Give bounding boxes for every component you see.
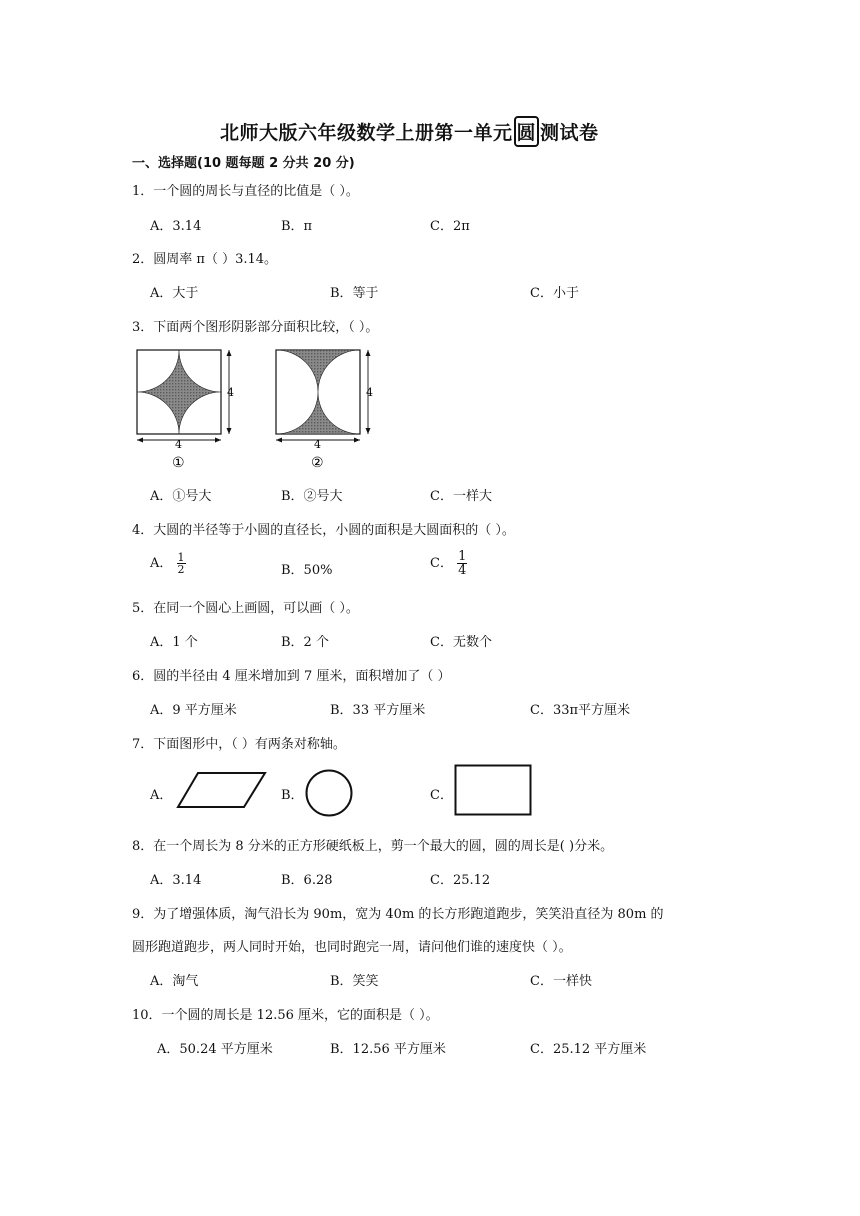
figure-2-number: ② [311, 455, 324, 471]
figure-1 [137, 350, 234, 471]
title-circled-char: 圆 [514, 116, 540, 147]
q10-option-b[interactable]: B．12.56 平方厘米 [330, 1042, 446, 1057]
q5-option-c[interactable]: C．无数个 [430, 635, 492, 650]
q5-option-a[interactable]: A．1 个 [150, 635, 198, 650]
q2-option-b[interactable]: B．等于 [330, 286, 379, 301]
q3-option-b[interactable]: B．②号大 [281, 489, 343, 504]
question-7: 7．下面图形中，（ ）有两条对称轴。 [132, 737, 346, 752]
q4-option-c[interactable] [430, 550, 467, 577]
q1-option-a[interactable]: A．3.14 [150, 219, 202, 234]
question-9-line-2: 圆形跑道跑步，两人同时开始，也同时跑完一周，请问他们谁的速度快（ ）。 [132, 940, 572, 955]
figure-1-bottom-label: 4 [175, 438, 182, 451]
title-text-1: 北师大版六年级数学上册第一单元 [220, 122, 513, 144]
question-3: 3．下面两个图形阴影部分面积比较，（ ）。 [132, 320, 379, 335]
q9-option-b[interactable]: B．笑笑 [330, 974, 379, 989]
q4-option-a-fraction [177, 552, 186, 575]
q4-option-a-letter: A． [150, 556, 173, 571]
q4-option-c-letter: C． [430, 556, 453, 571]
q6-option-c[interactable]: C．33π平方厘米 [530, 703, 631, 718]
q4-option-c-fraction [457, 550, 467, 577]
section-heading: 一、选择题(10 题每题 2 分共 20 分) [132, 156, 355, 171]
q10-option-c[interactable]: C．25.12 平方厘米 [530, 1042, 647, 1057]
q7-option-b[interactable]: B． [281, 788, 304, 803]
frac-numerator: 1 [458, 549, 467, 564]
title-text-2: 测试卷 [540, 122, 599, 144]
figure-2-bottom-label: 4 [314, 438, 321, 451]
q6-option-a[interactable]: A．9 平方厘米 [150, 703, 237, 718]
page-title [220, 116, 599, 147]
q2-option-a[interactable]: A．大于 [150, 286, 199, 301]
q4-option-a[interactable] [150, 552, 186, 575]
question-9: 9．为了增强体质，淘气沿长为 90m，宽为 40m 的长方形跑道跑步，笑笑沿直径为 80m 的 [132, 907, 664, 922]
q9-option-a[interactable]: A．淘气 [150, 974, 199, 989]
figure-2-shaded-hourglass [276, 350, 360, 434]
frac-denominator: 4 [458, 563, 467, 578]
rectangle-shape [454, 764, 534, 818]
parallelogram-shape [176, 771, 268, 811]
figure-2 [276, 350, 373, 471]
q1-option-b[interactable]: B．π [281, 219, 313, 234]
question-10: 10．一个圆的周长是 12.56 厘米，它的面积是（ ）。 [132, 1008, 439, 1023]
q5-option-b[interactable]: B．2 个 [281, 635, 329, 650]
frac-denominator: 2 [177, 563, 185, 576]
question-1: 1．一个圆的周长与直径的比值是（ ）。 [132, 184, 359, 199]
q7-option-a[interactable]: A． [150, 788, 173, 803]
q3-figures [130, 344, 390, 472]
q4-option-b[interactable]: B．50% [281, 563, 333, 578]
frac-numerator: 1 [177, 551, 185, 564]
figure-2-side-label: 4 [366, 386, 373, 399]
q1-option-c[interactable]: C．2π [430, 219, 470, 234]
q8-option-c[interactable]: C．25.12 [430, 873, 491, 888]
figure-1-shaded-star [137, 350, 221, 434]
question-4: 4．大圆的半径等于小圆的直径长，小圆的面积是大圆面积的（ ）。 [132, 523, 515, 538]
q2-option-c[interactable]: C．小于 [530, 286, 579, 301]
q6-option-b[interactable]: B．33 平方厘米 [330, 703, 426, 718]
q7-option-c[interactable]: C． [430, 788, 453, 803]
q8-option-a[interactable]: A．3.14 [150, 873, 202, 888]
circle-shape [303, 768, 355, 818]
q9-option-c[interactable]: C．一样快 [530, 974, 592, 989]
q8-option-b[interactable]: B．6.28 [281, 873, 333, 888]
q10-option-a[interactable]: A．50.24 平方厘米 [157, 1042, 273, 1057]
q3-option-c[interactable]: C．一样大 [430, 489, 492, 504]
question-2: 2．圆周率 π（ ）3.14。 [132, 252, 278, 267]
figure-1-side-label: 4 [227, 386, 234, 399]
question-5: 5．在同一个圆心上画圆，可以画（ ）。 [132, 601, 359, 616]
question-6: 6．圆的半径由 4 厘米增加到 7 厘米，面积增加了（ ） [132, 669, 451, 684]
q3-option-a[interactable]: A．①号大 [150, 489, 212, 504]
question-8: 8．在一个周长为 8 分米的正方形硬纸板上，剪一个最大的圆，圆的周长是( )分米。 [132, 839, 614, 854]
figure-1-number: ① [172, 455, 185, 471]
